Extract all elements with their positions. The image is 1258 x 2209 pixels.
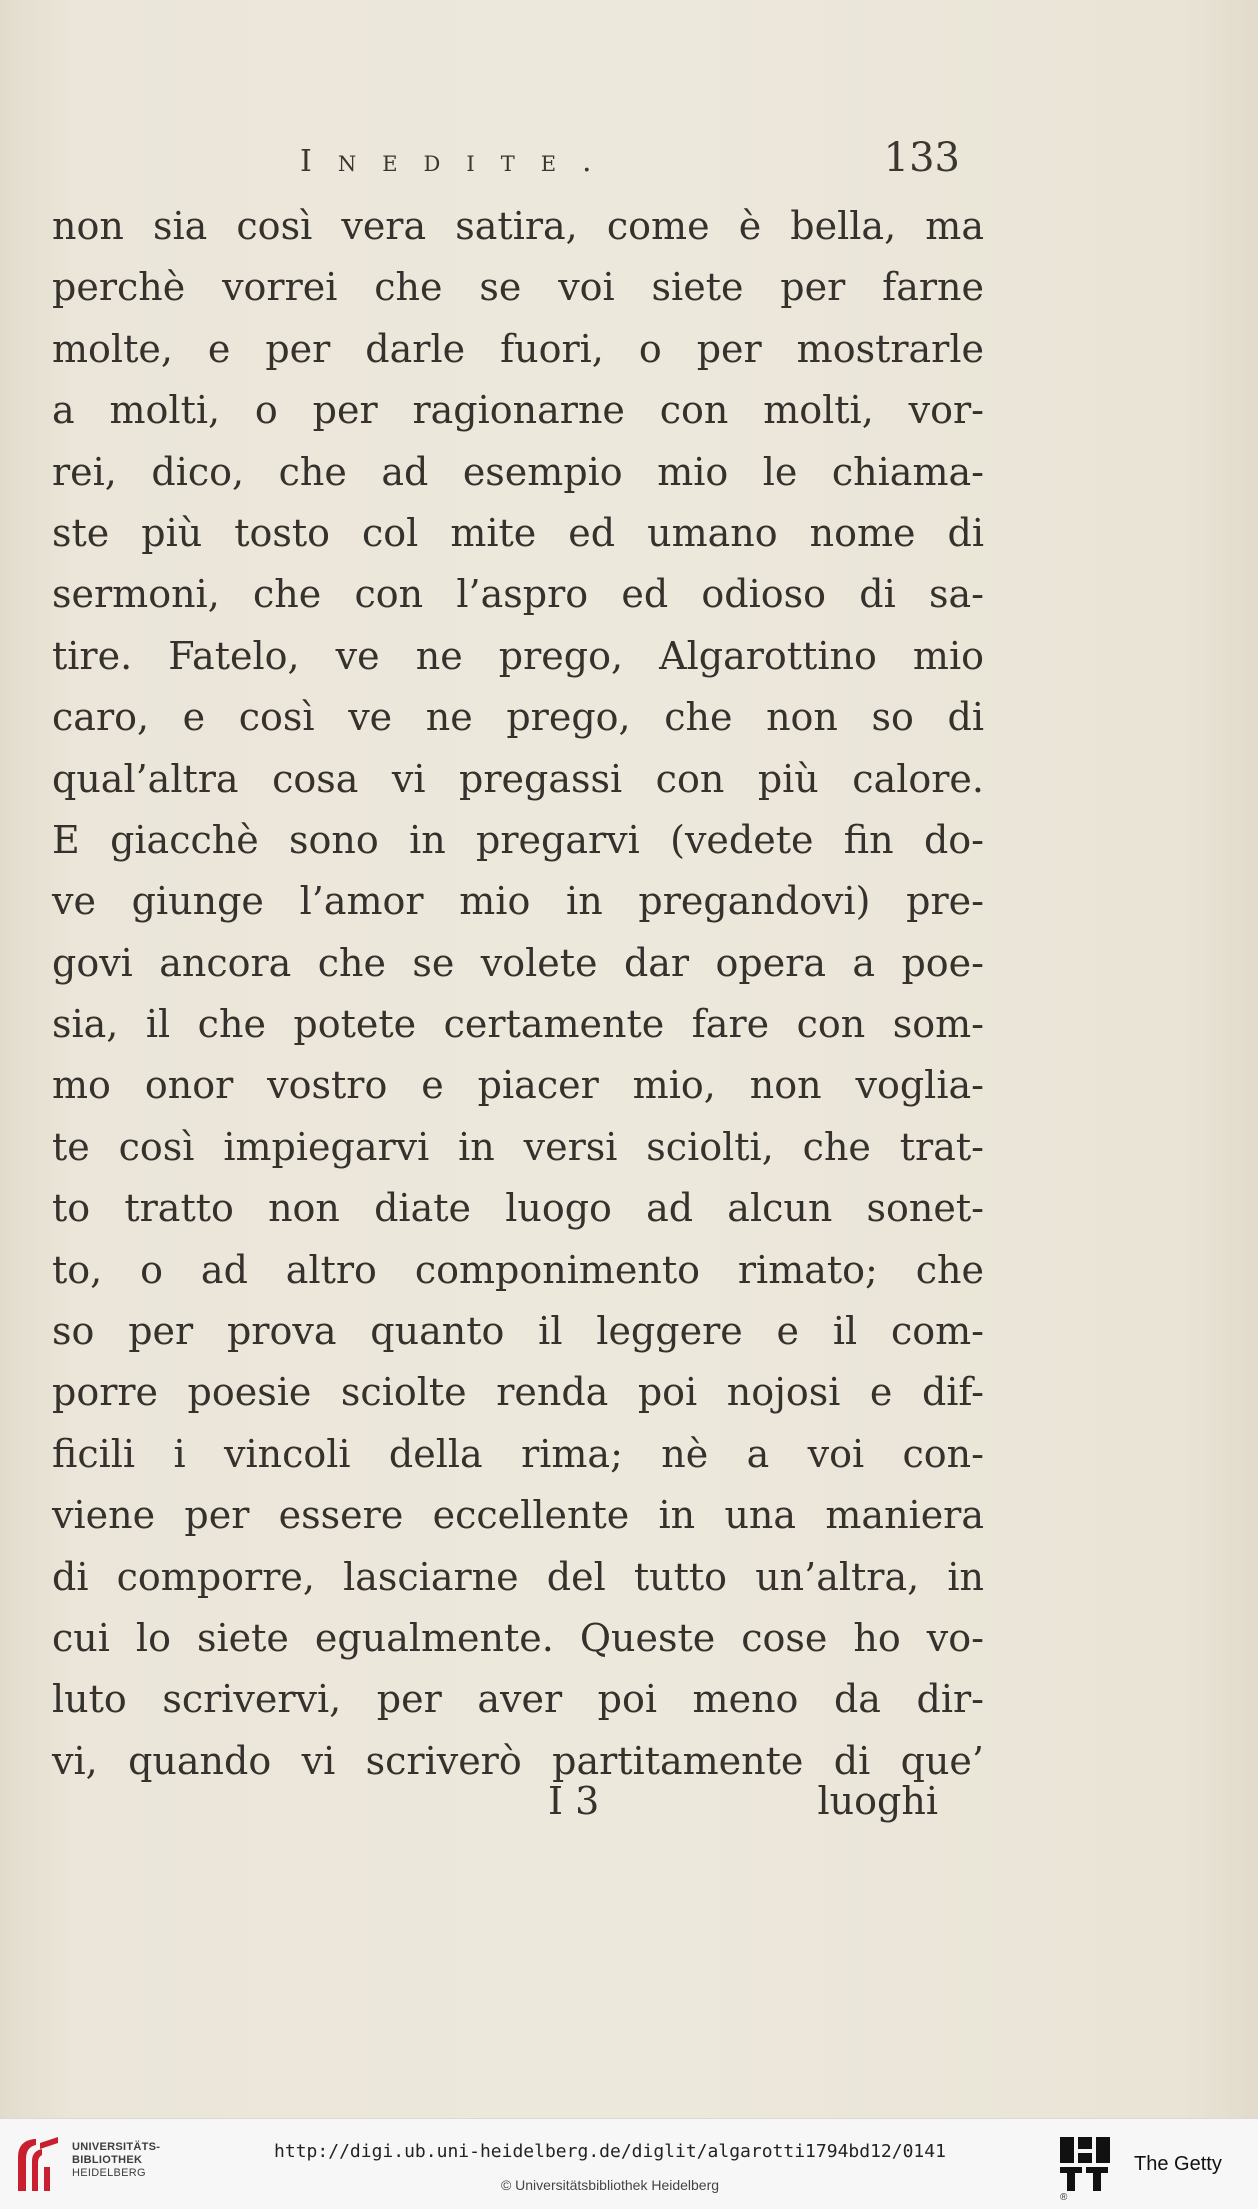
text-line: sermoni, che con l’aspro ed odioso di sa- [52,572,984,617]
registered-mark: ® [1060,2192,1068,2203]
text-line: tire. Fatelo, ve ne prego, Algarottino mio [52,633,984,678]
text-line: to, o ad altro componimento rimato; che [52,1247,984,1292]
text-line: a molti, o per ragionarne con molti, vor- [52,388,984,433]
library-name [72,2141,160,2180]
text-line: ficili i vincoli della rima; nè a voi con- [52,1431,984,1476]
uni-heidelberg-logo-icon[interactable] [12,2133,64,2195]
text-line: non sia così vera satira, come è bella, ma [52,204,984,248]
text-line: viene per essere eccellente in una maniera [52,1493,984,1538]
getty-logo-icon[interactable] [1058,2135,1112,2193]
text-line: vi, quando vi scriverò partitamente di que’ [52,1738,984,1783]
viewer-footer [0,2118,1258,2209]
library-name-line: HEIDELBERG [72,2167,146,2179]
text-line: molte, e per darle fuori, o per mostrarle [52,326,984,371]
text-line: ste più tosto col mite ed umano nome di [52,510,984,555]
text-line: caro, e così ve ne prego, che non so di [52,695,984,740]
text-line: to tratto non diate luogo ad alcun sonet- [52,1186,984,1231]
getty-name: The Getty [1134,2153,1222,2175]
body-text [52,196,984,1792]
text-line: govi ancora che se volete dar opera a poe- [52,940,984,985]
catchword: luoghi [817,1779,938,1823]
page-number: 133 [883,135,960,181]
signature-mark: I 3 [548,1779,600,1823]
text-line: te così impiegarvi in versi sciolti, che trat- [52,1124,984,1169]
permalink-url[interactable]: http://digi.ub.uni-heidelberg.de/diglit/algarotti1794bd12/0141 [274,2141,946,2162]
text-line: di comporre, lasciarne del tutto un’altra, in [52,1554,984,1599]
text-line: E giacchè sono in pregarvi (vedete fin do- [52,817,984,862]
text-line: qual’altra cosa vi pregassi con più calore. [52,756,984,801]
text-line: perchè vorrei che se voi siete per farne [52,265,984,310]
library-name-line: BIBLIOTHEK [72,2154,143,2166]
text-line: rei, dico, che ad esempio mio le chiama- [52,449,984,494]
text-line: cui lo siete egualmente. Queste cose ho vo- [52,1615,984,1660]
running-title: Inedite. [300,144,618,179]
text-line: mo onor vostro e piacer mio, non voglia- [52,1063,984,1108]
copyright-notice: © Universitätsbibliothek Heidelberg [500,2177,720,2193]
page-header [300,135,960,184]
library-name-line: UNIVERSITÄTS- [72,2141,161,2153]
catchline [548,1771,938,1831]
text-line: luto scrivervi, per aver poi meno da dir- [52,1677,984,1722]
text-line: sia, il che potete certamente fare con som- [52,1002,984,1047]
text-line: ve giunge l’amor mio in pregandovi) pre- [52,879,984,924]
text-line: so per prova quanto il leggere e il com- [52,1309,984,1354]
text-line: porre poesie sciolte renda poi nojosi e dif- [52,1370,984,1415]
